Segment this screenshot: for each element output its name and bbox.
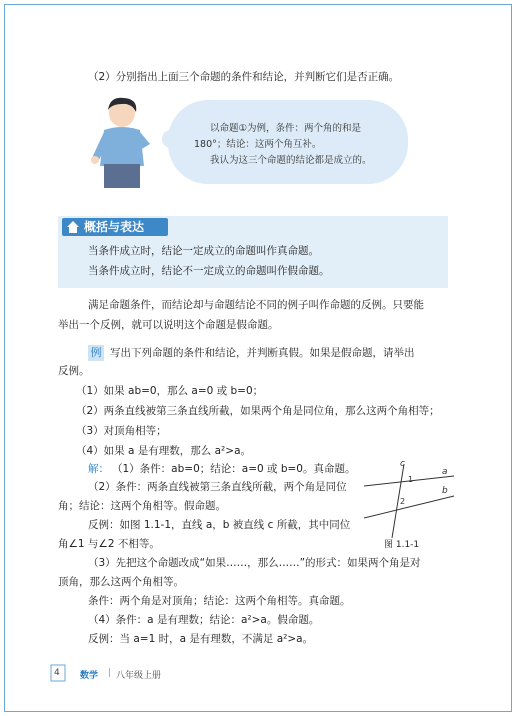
example-tag: 例 <box>88 345 104 361</box>
footer-grade: 八年级上册 <box>116 671 162 681</box>
label-angle-2: 2 <box>400 497 406 506</box>
question-part-2: （2）分别指出上面三个命题的条件和结论，并判断它们是否正确。 <box>88 71 400 83</box>
solution-4b: 反例：当 a=1 时，a 是有理数，不满足 a²>a。 <box>88 633 314 645</box>
solution-2d: 角∠1 与∠2 不相等。 <box>58 538 160 550</box>
solution-2c: 反例：如图 1.1-1，直线 a，b 被直线 c 所截，其中同位 <box>88 519 351 531</box>
example-question-1: （1）如果 ab=0，那么 a=0 或 b=0； <box>76 385 264 397</box>
paragraph-line-2: 举出一个反例，就可以说明这个命题是假命题。 <box>58 319 279 331</box>
label-b: b <box>442 486 448 496</box>
solution-2a: （2）条件：两条直线被第三条直线所截，两个角是同位 <box>88 481 347 493</box>
example-intro-2: 反例。 <box>58 365 90 377</box>
label-angle-1: 1 <box>408 475 414 484</box>
house-icon <box>66 220 80 234</box>
figure-caption: 图 1.1-1 <box>384 540 420 550</box>
line-b <box>364 496 454 518</box>
thought-bubble <box>168 100 408 184</box>
example-question-4: （4）如果 a 是有理数，那么 a²>a。 <box>76 445 252 457</box>
bubble-line-3: 我认为这三个命题的结论都是成立的。 <box>210 155 372 166</box>
paragraph-line-1: 满足命题条件，而结论却与命题结论不同的例子叫作命题的反例。只要能 <box>88 299 424 311</box>
bubble-line-1: 以命题①为例，条件：两个角的和是 <box>210 123 362 134</box>
solution-2b: 角；结论：这两个角相等。假命题。 <box>58 500 226 512</box>
bubble-line-2: 180°；结论：这两个角互补。 <box>194 139 322 150</box>
section-title: 概括与表达 <box>84 220 145 234</box>
footer-subject: 数学 <box>80 671 99 681</box>
solution-3c: 条件：两个角是对顶角；结论：这两个角相等。真命题。 <box>88 595 351 607</box>
footer-divider: | <box>108 668 112 678</box>
student-pants <box>104 164 140 188</box>
solution-label: 解： <box>88 463 109 475</box>
label-a: a <box>442 467 448 477</box>
example-intro-1: 写出下列命题的条件和结论，并判断真假。如果是假命题，请举出 <box>110 347 415 359</box>
solution-3b: 顶角，那么这两个角相等。 <box>58 576 184 588</box>
label-c: c <box>400 459 405 469</box>
solution-3a: （3）先把这个命题改成“如果……，那么……”的形式：如果两个角是对 <box>88 557 421 569</box>
example-question-3: （3）对顶角相等； <box>76 425 167 437</box>
page-number: 4 <box>54 668 60 678</box>
solution-4a: （4）条件：a 是有理数；结论：a²>a。假命题。 <box>88 614 320 626</box>
figure-1-1-1 <box>362 456 462 540</box>
solution-1: （1）条件：ab=0；结论：a=0 或 b=0。真命题。 <box>112 463 356 475</box>
example-question-2: （2）两条直线被第三条直线所截，如果两个角是同位角，那么这两个角相等； <box>76 405 440 417</box>
student-shirt <box>100 127 144 166</box>
summary-line-2: 当条件成立时，结论不一定成立的命题叫作假命题。 <box>88 265 330 277</box>
summary-line-1: 当条件成立时，结论一定成立的命题叫作真命题。 <box>88 245 319 257</box>
section-tag <box>62 218 168 236</box>
student-illustration <box>88 96 158 192</box>
